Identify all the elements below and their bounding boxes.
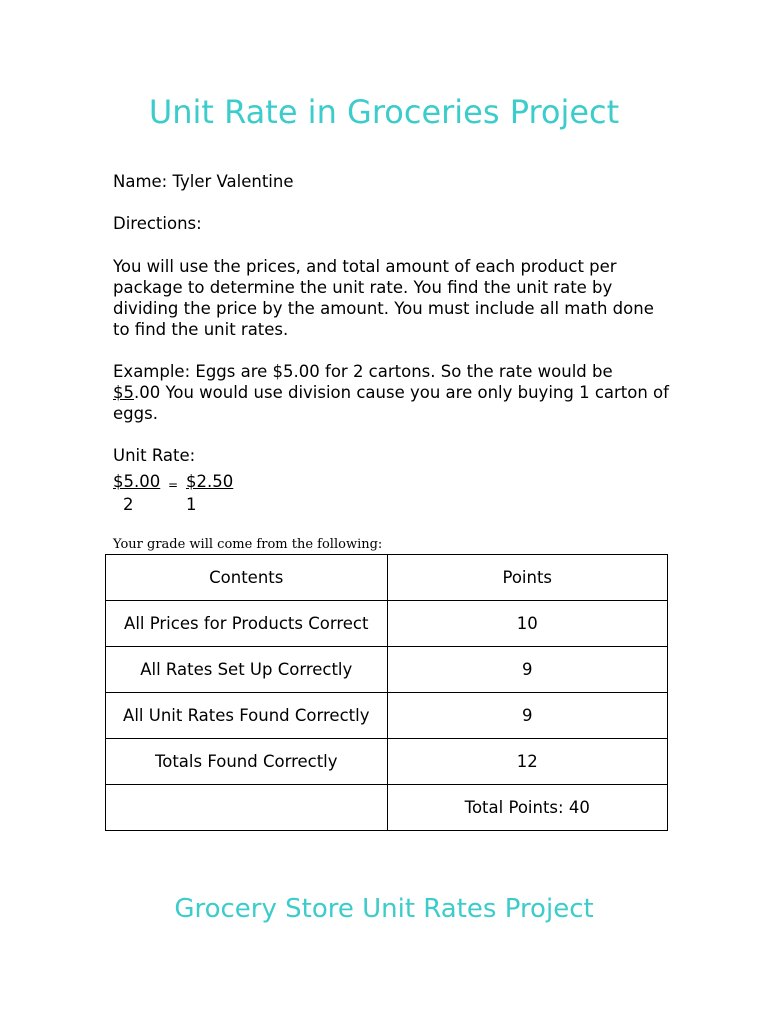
row-contents-empty xyxy=(106,785,388,831)
table-total-row xyxy=(106,785,668,831)
directions-text: You will use the prices, and total amount of each product per package to determine the unit rate. You find the unit rate by dividing the price by the amount. You must include all math done to find the unit rates. xyxy=(113,257,654,339)
table-header-row xyxy=(106,555,668,601)
row-points: 10 xyxy=(387,601,667,647)
grade-note: Your grade will come from the following: xyxy=(113,537,383,552)
header-points: Points xyxy=(387,555,667,601)
table-row xyxy=(106,601,668,647)
row-contents: All Unit Rates Found Correctly xyxy=(106,693,388,739)
example-after-amount: .00 You would use division cause you are only buying 1 carton of eggs. xyxy=(113,383,669,423)
row-points: 9 xyxy=(387,647,667,693)
fraction-right-denominator: 1 xyxy=(186,495,197,514)
page-title: Unit Rate in Groceries Project xyxy=(148,93,620,131)
section-title: Grocery Store Unit Rates Project xyxy=(174,894,594,924)
table-row xyxy=(106,647,668,693)
fraction-left-numerator: $5.00 xyxy=(113,472,161,491)
student-name: Name: Tyler Valentine xyxy=(113,172,294,191)
table-row xyxy=(106,693,668,739)
row-contents: All Rates Set Up Correctly xyxy=(106,647,388,693)
grading-table xyxy=(105,554,668,831)
row-points: 9 xyxy=(387,693,667,739)
example-intro: Example: Eggs are $5.00 for 2 cartons. So the rate would be xyxy=(113,362,613,381)
row-contents: Totals Found Correctly xyxy=(106,739,388,785)
example-paragraph xyxy=(113,361,673,424)
fraction-left-denominator: 2 xyxy=(123,495,134,514)
total-points: Total Points: 40 xyxy=(387,785,667,831)
row-points: 12 xyxy=(387,739,667,785)
fraction-equals-sign: = xyxy=(168,478,179,492)
fraction-right-numerator: $2.50 xyxy=(186,472,234,491)
example-underlined-amount: $5 xyxy=(113,383,134,402)
row-contents: All Prices for Products Correct xyxy=(106,601,388,647)
unit-rate-label: Unit Rate: xyxy=(113,446,196,465)
header-contents: Contents xyxy=(106,555,388,601)
directions-label: Directions: xyxy=(113,214,202,233)
table-row xyxy=(106,739,668,785)
